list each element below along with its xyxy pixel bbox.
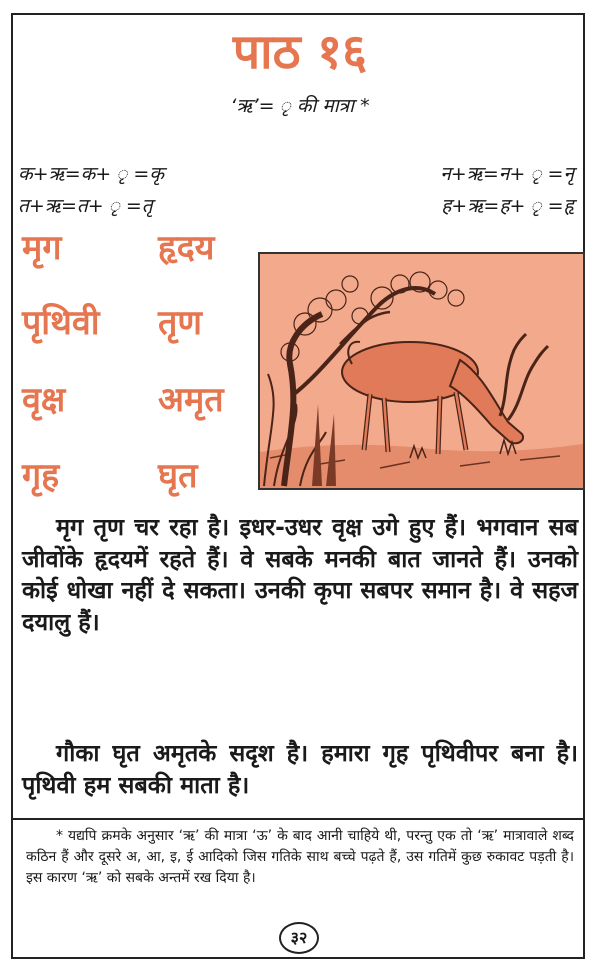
word-vriksh: वृक्ष (22, 380, 66, 420)
word-hriday: हृदय (158, 228, 215, 268)
main-paragraph: मृग तृण चर रहा है। इधर-उधर वृक्ष उगे हुए हैं। भगवान सब जीवोंके हृदयमें रहते हैं। वे सबके मनकी बात जानते हैं। उनको कोई धोखा नहीं दे सकता। उनकी कृपा सबपर समान है। वे सहज दयालु हैं। (22, 513, 578, 636)
word-prithivi: पृथिवी (22, 303, 100, 343)
footnote: * यद्यपि क्रमके अनुसार ‘ऋ’ की मात्रा ‘ऊ’ के बाद आनी चाहिये थी, परन्तु एक तो ‘ऋ’ मात्रावाले शब्द कठिन हैं और दूसरे अ, आ, इ, ई आदिको जिस गतिके साथ बच्चे पढ़ते हैं, उस गतिमें कुछ रुकावट पड़ती है। इस कारण ‘ऋ’ को सबके अन्तमें रख दिया है। (26, 828, 574, 886)
rule-ta: त+ऋ=त+ ृ =तृ (18, 195, 153, 217)
footnote-divider (11, 818, 585, 820)
word-trin: तृण (158, 303, 202, 343)
rule-na: न+ऋ=न+ ृ =नृ (440, 163, 574, 185)
rule-ha: ह+ऋ=ह+ ृ =हृ (441, 195, 574, 217)
word-mrig: मृग (22, 228, 62, 268)
lesson-title: पाठ १६ (232, 24, 368, 80)
antelope-illustration (258, 252, 585, 490)
rule-ka: क+ऋ=क+ ृ =कृ (18, 163, 164, 185)
word-grih: गृह (22, 456, 60, 496)
word-ghrit: घृत (158, 456, 198, 496)
second-paragraph: गौका घृत अमृतके सदृश है। हमारा गृह पृथिवीपर बना है। पृथिवी हम सबकी माता है। (22, 739, 578, 799)
lesson-subtitle: ‘ऋ’= ृ की मात्रा * (230, 95, 370, 117)
word-amrit: अमृत (158, 380, 224, 420)
antelope-drawing (260, 254, 583, 488)
page-number: ३२ (279, 922, 319, 954)
